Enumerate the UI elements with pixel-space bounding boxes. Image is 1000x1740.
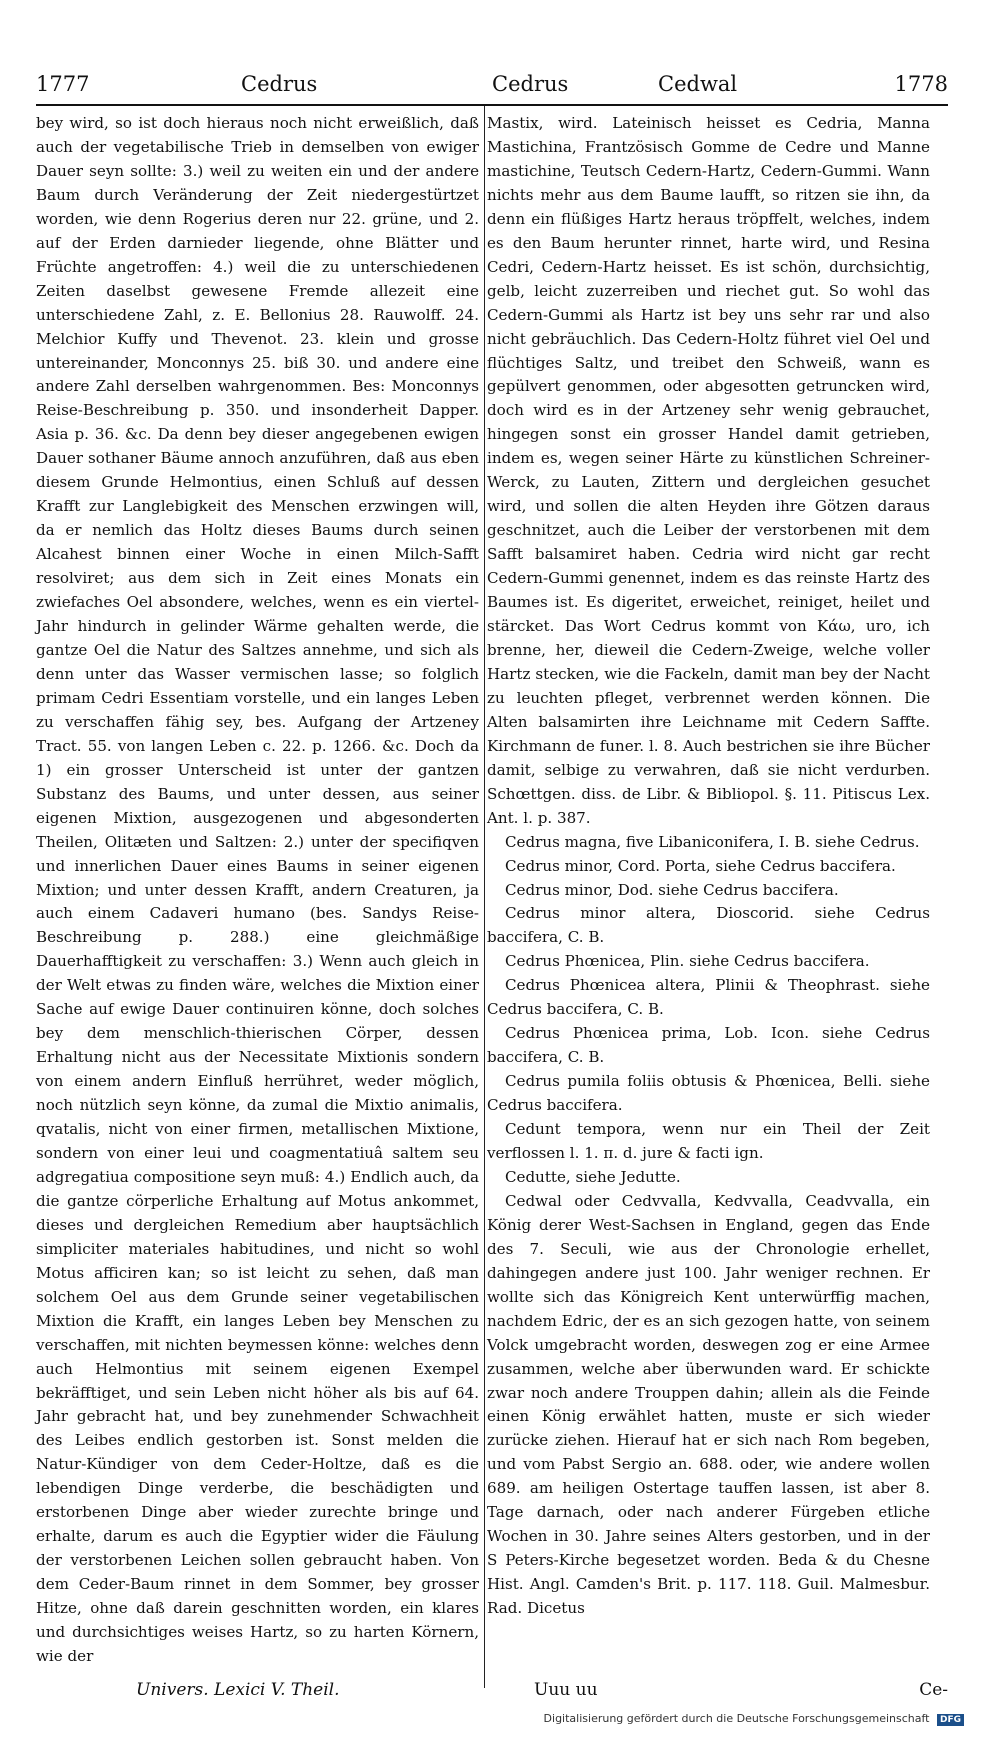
headword-right: Cedwal xyxy=(658,72,738,96)
entry-cedwal: Cedwal oder Cedvvalla, Kedvvalla, Ceadvvalla, ein König derer West-Sachsen in England, gegen das Ende des 7. Seculi, wie aus der Chronologie erhellet, dahingegen andere just 100. Jahr weniger rechnen. Er wollte sich das Königreich Kent unterwürffig machen, nachdem Edric, der es an sich gezogen hatte, von seinem Volck umgebracht worden, deswegen zog er eine Armee zusammen, welche aber überwunden ward. Er schickte zwar noch andere Trouppen dahin; allein als die Feinde einen König erwählet hatten, muste er sich wieder zurücke ziehen. Hierauf hat er sich nach Rom begeben, und vom Pabst Sergio an. 688. oder, wie andere wollen 689. am heiligen Ostertage tauffen lassen, ist aber 8. Tage darnach, oder nach anderer Fürgeben etliche Wochen in 30. Jahre seines Alters gestorben, und in der S Peters-Kirche begesetzet worden. Beda & du Chesne Hist. Angl. Camden's Brit. p. 117. 118. Guil. Malmesbur. Rad. Dicetus xyxy=(487,1191,930,1618)
entry-cedutte: Cedutte, siehe Jedutte. xyxy=(505,1167,681,1186)
left-column xyxy=(36,112,479,1669)
entry-cedrus-phoenicea-prima: Cedrus Phœnicea prima, Lob. Icon. siehe Cedrus baccifera, C. B. xyxy=(487,1024,930,1067)
entry-cedrus-pumila: Cedrus pumila foliis obtusis & Phœnicea, Belli. siehe Cedrus baccifera. xyxy=(487,1072,930,1115)
left-paragraph: bey wird, so ist doch hieraus noch nicht erweißlich, daß auch der vegetabilische Trieb in demselben von ewiger Dauer seyn sollte: 3.) weil zu weiten ein und der andere Baum durch Veränderung der Zeit niedergestürtzet worden, wie denn Rogerius deren nur 22. grüne, und 2. auf der Erden darnieder liegende, ohne Blätter und Früchte angetroffen: 4.) weil die zu unterschiedenen Zeiten daselbst gewesene Fremde allezeit eine unterschiedene Zahl, z. E. Bellonius 28. Rauwolff. 24. Melchior Kuffy und Thevenot. 23. klein und grosse untereinander, Monconnys 25. biß 30. und andere eine andere Zahl derselben wahrgenommen. Bes: Monconnys Reise-Beschreibung p. 350. und insonderheit Dapper. Asia p. 36. &c. Da denn bey dieser angegebenen ewigen Dauer sothaner Bäume annoch anzuführen, daß aus eben diesem Grunde Helmontius, einen Schluß auf dessen Krafft zur Langlebigkeit des Menschen erzwingen will, da er nemlich das Holtz dieses Baums durch seinen Alcahest binnen einer Woche in einen Milch-Safft resolviret; aus dem sich in Zeit eines Monats ein zwiefaches Oel absondere, welches, wenn es ein viertel-Jahr hindurch in gelinder Wärme gehalten werde, die gantze Oel die Natur des Saltzes annehme, und sich als denn unter das Wasser vermischen lasse; so folglich primam Cedri Essentiam vorstelle, und ein langes Leben zu verschaffen fähig sey, bes. Aufgang der Artzeney Tract. 55. von langen Leben c. 22. p. 1266. &c. Doch da 1) ein grosser Unterscheid ist unter der gantzen Substanz des Baums, und unter dessen, aus seiner eigenen Mixtion, ausgezogenen und abgesonderten Theilen, Olitæten und Saltzen: 2.) unter der specifiqven und innerlichen Dauer eines Baums in seiner eigenen Mixtion; und unter dessen Krafft, andern Creaturen, ja auch einem Cadaveri humano (bes. Sandys Reise-Beschreibung p. 288.) eine gleichmäßige Dauerhafftigkeit zu verschaffen: 3.) Wenn auch gleich in der Welt etwas zu finden wäre, welches die Mixtion einer Sache auf ewige Dauer continuiren könne, doch solches bey dem menschlich-thierischen Cörper, dessen Erhaltung nicht aus der Necessitate Mixtionis sondern von einem andern Einfluß herrühret, weder möglich, noch nützlich seyn könne, da zumal die Mixtio animalis, qvatalis, nicht von einer firmen, metallischen Mixtione, sondern von einer leui und coagmentatiuâ saltem seu adgregatiua compositione seyn muß: 4.) Endlich auch, da die gantze cörperliche Erhaltung auf Motus ankommet, dieses und dergleichen Remedium aber hauptsächlich simpliciter materiales habitudines, und nicht so wohl Motus afficiren kan; so ist leicht zu sehen, daß man solchem Oel aus dem Grunde seiner vegetabilischen Mixtion die Krafft, ein langes Leben bey Menschen zu verschaffen, mit nichten beymessen könne: welches denn auch Helmontius mit seinem eigenen Exempel bekräfftiget, und sein Leben nicht höher als bis auf 64. Jahr gebracht hat, und bey zunehmender Schwachheit des Leibes endlich gestorben ist. Sonst melden die Natur-Kündiger von dem Ceder-Holtze, daß es die lebendigen Dinge verderbe, die beschädigten und erstorbenen Dinge aber wieder zurechte bringe und erhalte, darum es auch die Egyptier wider die Fäulung der verstorbenen Leichen sollen gebraucht haben. Von dem Ceder-Baum rinnet in dem Sommer, bey grosser Hitze, ohne daß darein geschnitten worden, ein klares und durchsichtiges weises Hartz, so zu harten Körnern, wie der xyxy=(36,114,479,1665)
page-number-right: 1778 xyxy=(894,72,948,96)
entry-cedrus-minor-altera: Cedrus minor altera, Dioscorid. siehe Cedrus baccifera, C. B. xyxy=(487,904,930,947)
footer-signature: Uuu uu xyxy=(534,1680,598,1700)
credit-text: Digitalisierung gefördert durch die Deutsche Forschungsgemeinschaft xyxy=(543,1712,930,1725)
entry-cedrus-minor-cord: Cedrus minor, Cord. Porta, siehe Cedrus baccifera. xyxy=(505,856,896,875)
entry-cedrus-magna: Cedrus magna, five Libaniconifera, I. B. siehe Cedrus. xyxy=(505,832,920,851)
footer-volume: Univers. Lexici V. Theil. xyxy=(136,1680,340,1700)
entry-cedrus-phoenicea: Cedrus Phœnicea, Plin. siehe Cedrus baccifera. xyxy=(505,952,870,971)
column-divider xyxy=(484,106,485,1688)
headword-left: Cedrus xyxy=(241,72,318,96)
digitization-credit xyxy=(544,1712,964,1726)
dfg-logo: DFG xyxy=(937,1714,964,1726)
right-column xyxy=(487,112,930,1621)
running-header xyxy=(36,72,948,102)
entry-cedunt-tempora: Cedunt tempora, wenn nur ein Theil der Zeit verflossen l. 1. π. d. jure & facti ign. xyxy=(487,1120,930,1162)
page-number-left: 1777 xyxy=(36,72,90,96)
footer-catchword: Ce- xyxy=(919,1680,948,1700)
right-paragraph: Mastix, wird. Lateinisch heisset es Cedria, Manna Mastichina, Frantzösisch Gomme de Cedre und Manne mastichine, Teutsch Cedern-Hartz, Cedern-Gummi. Wann nichts mehr aus dem Baume laufft, so ritzen sie ihn, da denn ein flüßiges Hartz heraus tröpffelt, welches, indem es den Baum herunter rinnet, harte wird, und Resina Cedri, Cedern-Hartz heisset. Es ist schön, durchsichtig, gelb, leicht zuzerreiben und riechet gut. So wohl das Cedern-Gummi als Hartz ist bey uns sehr rar und also nicht gebräuchlich. Das Cedern-Holtz führet viel Oel und flüchtiges Saltz, und treibet den Schweiß, wann es gepülvert genommen, oder abgesotten getruncken wird, doch wird es in der Artzeney sehr wenig gebrauchet, hingegen sonst ein grosser Handel damit getrieben, indem es, wegen seiner Härte zu künstlichen Schreiner-Werck, zu Lauten, Zittern und dergleichen gesuchet wird, und sollen die alten Heyden ihre Götzen daraus geschnitzet, auch die Leiber der verstorbenen mit dem Safft balsamiret haben. Cedria wird nicht gar recht Cedern-Gummi genennet, indem es das reinste Hartz des Baumes ist. Es digeritet, erweichet, reiniget, heilet und stärcket. Das Wort Cedrus kommt von Κάω, uro, ich brenne, her, dieweil die Cedern-Zweige, welche voller Hartz stecken, wie die Fackeln, damit man bey der Nacht zu leuchten pfleget, verbrennet werden können. Die Alten balsamirten ihre Leichname mit Cedern Saffte. Kirchmann de funer. l. 8. Auch bestrichen sie ihre Bücher damit, selbige zu verwahren, daß sie nicht verdurben. Schœttgen. diss. de Libr. & Bibliopol. §. 11. Pitiscus Lex. Ant. l. p. 387. xyxy=(487,114,930,827)
page-footer xyxy=(36,1680,948,1704)
header-rule xyxy=(36,104,948,106)
headword-middle: Cedrus xyxy=(492,72,569,96)
entry-cedrus-phoenicea-altera: Cedrus Phœnicea altera, Plinii & Theophrast. siehe Cedrus baccifera, C. B. xyxy=(487,976,930,1019)
entry-cedrus-minor-dod: Cedrus minor, Dod. siehe Cedrus baccifera. xyxy=(505,880,839,899)
